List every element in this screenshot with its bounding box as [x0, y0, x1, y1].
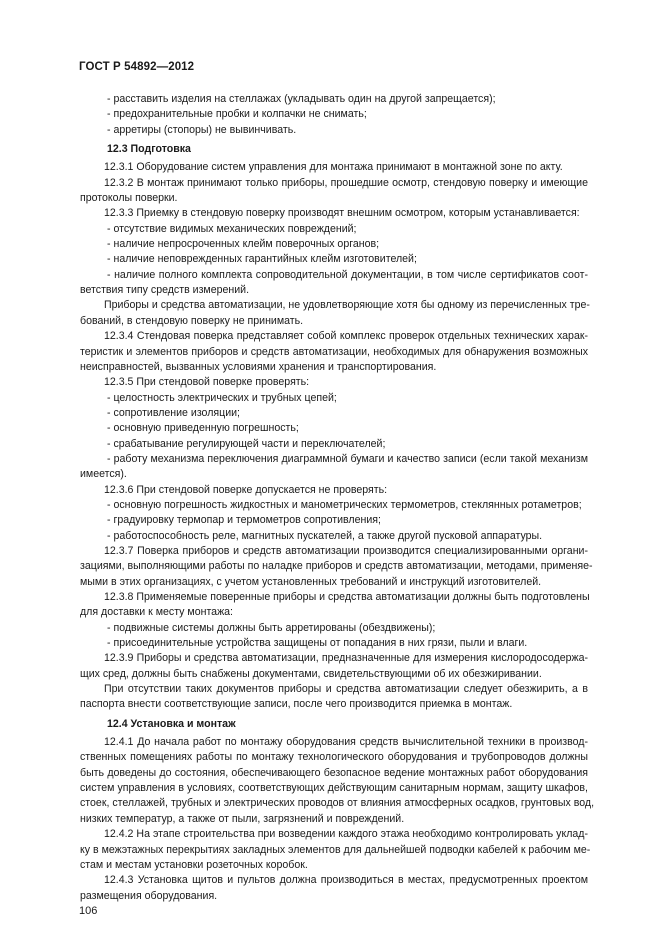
text-line: - предохранительные пробки и колпачки не снимать;	[107, 108, 367, 121]
page-number: 106	[79, 905, 98, 917]
text-line: теристик и элементов приборов и средств автоматизации, необходимых для обнаружения возможных	[80, 345, 588, 358]
text-line: имеется).	[80, 468, 127, 481]
text-line: паспорта внести соответствующие записи, после чего производится приемка в монтаж.	[80, 698, 513, 711]
section-heading: 12.4 Установка и монтаж	[107, 717, 236, 730]
text-line: При отсутствии таких документов приборы и средства автоматизации следует обезжирить, а в	[104, 683, 588, 696]
text-line: - наличие непросроченных клейм поверочных органов;	[107, 238, 380, 251]
text-line: - наличие полного комплекта сопроводительной документации, в том числе сертификатов соот-	[107, 268, 588, 281]
text-line: быть доведены до состояния, обеспечивающего безопасное ведение монтажных работ оборудования	[80, 766, 588, 779]
text-line: - основную приведенную погрешность;	[107, 422, 299, 435]
text-line: ку в межэтажных перекрытиях закладных элементов для дальнейшей подводки кабелей к рабочим ме-	[80, 843, 591, 856]
text-line: ственных помещениях работы по монтажу технологического оборудования и трубопроводов должны	[80, 751, 588, 764]
text-line: Приборы и средства автоматизации, не удовлетворяющие хотя бы одному из перечисленных тре-	[104, 299, 590, 312]
text-line: стоек, стеллажей, трубных и электрических проводов от влияния атмосферных осадков, грунтовых вод,	[80, 797, 595, 810]
text-line: - срабатывание регулирующей части и переключателей;	[107, 437, 386, 450]
text-line: - расставить изделия на стеллажах (укладывать один на другой запрещается);	[107, 93, 496, 105]
text-line: - наличие неповрежденных гарантийных клейм изготовителей;	[107, 253, 417, 266]
text-line: 12.4.3 Установка щитов и пультов должна производиться в местах, предусмотренных проектом	[104, 874, 588, 887]
text-line: 12.4.1 До начала работ по монтажу оборудования средств вычислительной техники в производ-	[104, 736, 588, 749]
text-line: 12.3.8 Применяемые поверенные приборы и средства автоматизации должны быть подготовлены	[104, 591, 590, 603]
text-line: - отсутствие видимых механических повреждений;	[107, 222, 357, 235]
text-line: - сопротивление изоляции;	[107, 406, 240, 419]
text-line: - подвижные системы должны быть арретированы (обездвижены);	[107, 621, 436, 634]
text-line: 12.4.2 На этапе строительства при возведении каждого этажа необходимо контролировать уклад-	[104, 828, 588, 841]
text-line: зациями, выполняющими работы по наладке приборов и средств автоматизации, методами, применяе-	[80, 560, 593, 573]
text-line: 12.3.1 Оборудование систем управления для монтажа принимают в монтажной зоне по акту.	[104, 161, 563, 174]
text-line: - основную погрешность жидкостных и манометрических термометров, стеклянных ротаметров;	[107, 498, 582, 511]
text-line: - целостность электрических и трубных цепей;	[107, 391, 337, 404]
text-line: неисправностей, вызванных условиями хранения и транспортирования.	[80, 360, 437, 373]
text-line: протоколы поверки.	[80, 192, 178, 205]
text-line: мыми в этих организациях, с учетом установленных требований и инструкций изготовителей.	[80, 575, 542, 588]
document-body	[80, 92, 595, 904]
text-line: систем управления в условиях, соответствующих действующим санитарным нормам, защиту шкафов,	[80, 782, 588, 795]
text-line: низких температур, а также от пыли, загрязнений и повреждений.	[80, 812, 405, 825]
text-line: стам и местам установки розеточных коробок.	[80, 858, 308, 871]
text-line: щих сред, должны быть снабжены документами, свидетельствующими об их обезжиривании.	[80, 667, 542, 680]
text-line: 12.3.5 При стендовой поверке проверять:	[104, 376, 310, 389]
text-line: - присоединительные устройства защищены от попадания в них грязи, пыли и влаги.	[107, 637, 528, 650]
text-line: размещения оборудования.	[80, 889, 218, 902]
text-line: - работоспособность реле, магнитных пускателей, а также другой пусковой аппаратуры.	[107, 529, 543, 542]
text-line: для доставки к месту монтажа:	[80, 606, 233, 619]
text-line: 12.3.9 Приборы и средства автоматизации, предназначенные для измерения кислородосодержа-	[104, 652, 588, 665]
section-heading: 12.3 Подготовка	[107, 143, 191, 156]
document-header: ГОСТ Р 54892—2012	[79, 61, 195, 73]
text-line: бований, в стендовую поверку не принимать.	[80, 314, 304, 327]
text-line: 12.3.4 Стендовая поверка представляет собой комплекс проверок отдельных технических харак-	[104, 330, 588, 343]
text-line: 12.3.2 В монтаж принимают только приборы, прошедшие осмотр, стендовую поверку и имеющие	[104, 176, 588, 189]
text-line: - арретиры (стопоры) не вывинчивать.	[107, 123, 297, 136]
text-line: - градуировку термопар и термометров сопротивления;	[107, 514, 381, 527]
text-line: 12.3.6 При стендовой поверке допускается не проверять:	[104, 483, 388, 496]
text-line: 12.3.7 Поверка приборов и средств автоматизации производится специализированными органи-	[104, 544, 588, 557]
text-line: ветствия типу средств измерений.	[80, 284, 250, 297]
text-line: 12.3.3 Приемку в стендовую поверку производят внешним осмотром, которым устанавливается:	[104, 207, 580, 220]
text-line: - работу механизма переключения диаграммной бумаги и качество записи (если такой механизм	[107, 452, 588, 465]
